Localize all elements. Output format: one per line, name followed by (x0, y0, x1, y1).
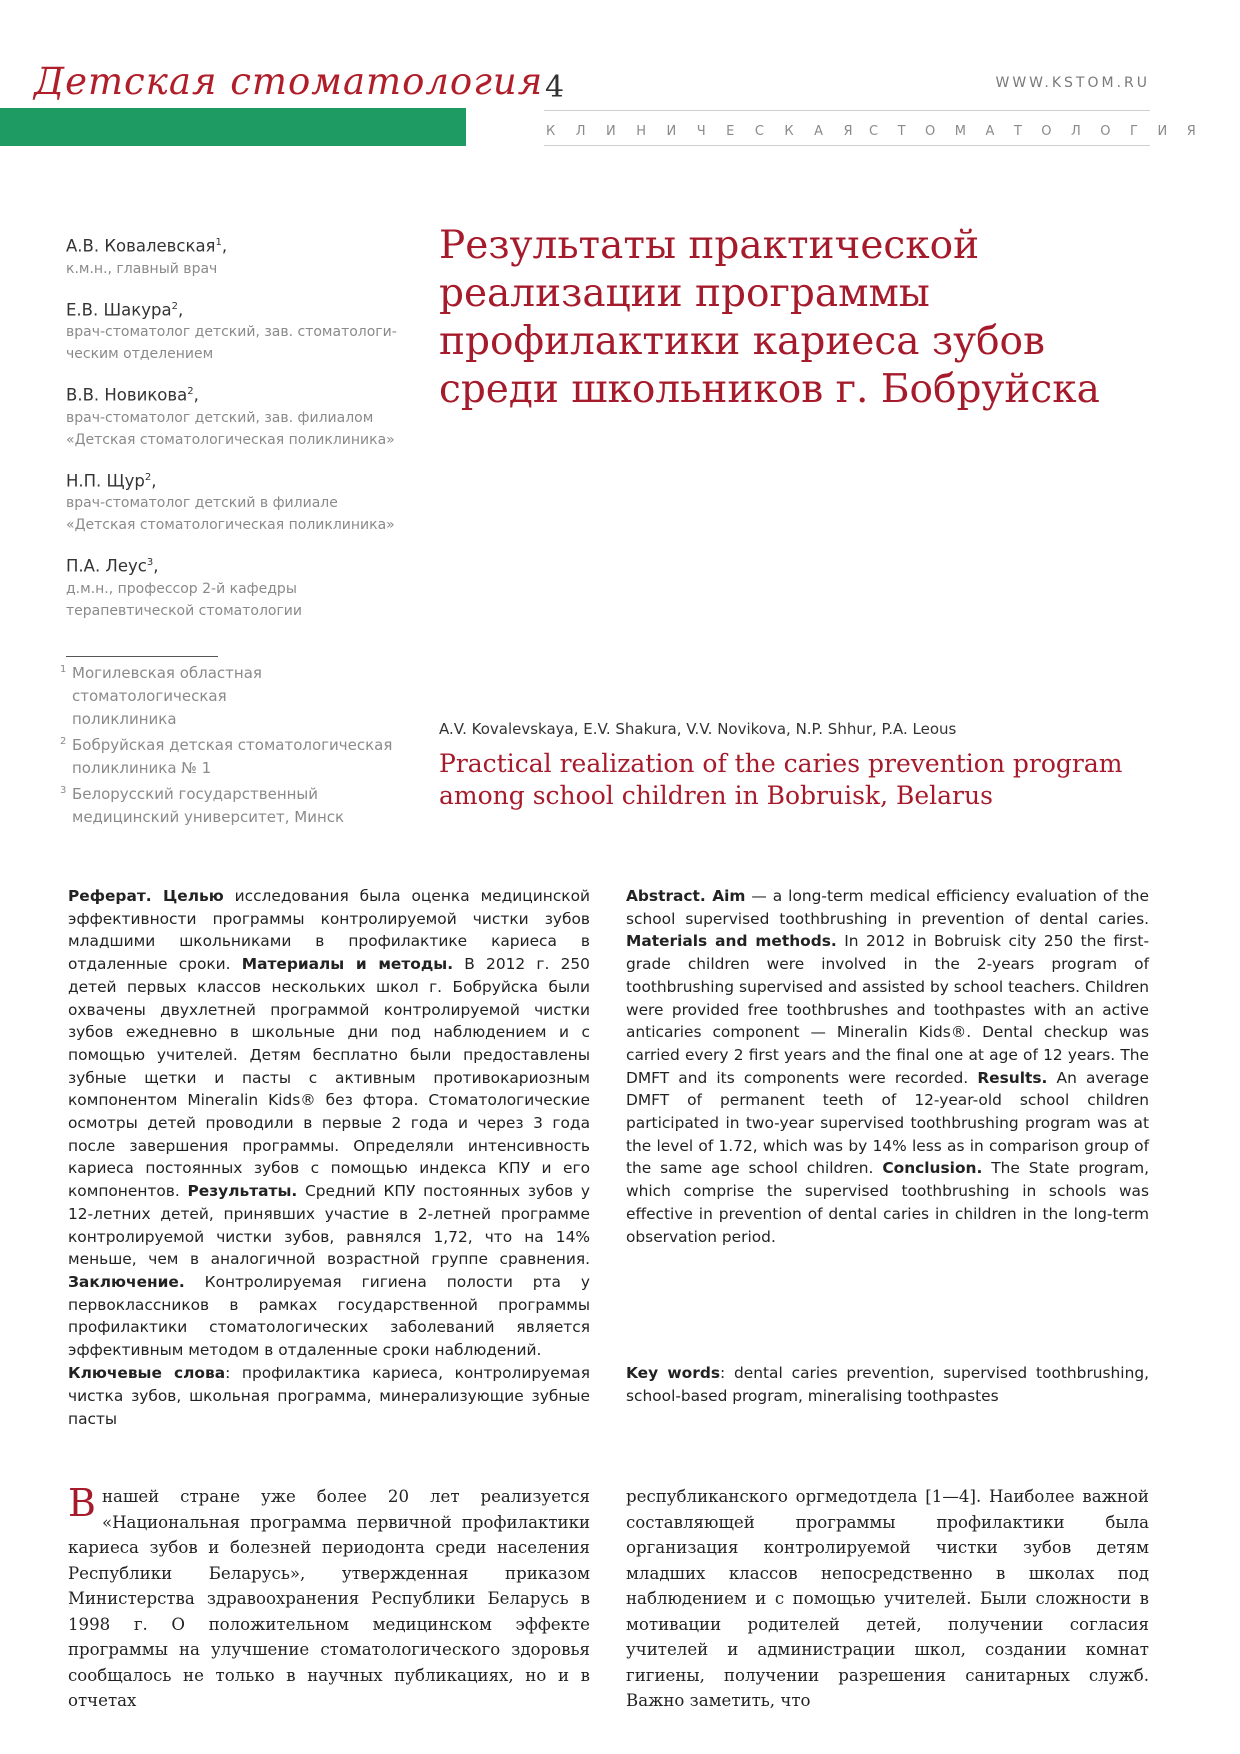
article-title-en (439, 748, 1199, 812)
author-affiliation-mark: 3 (146, 557, 154, 568)
affiliation-entry (60, 662, 420, 731)
abstract-ru-text: Средний КПУ постоянных зубов у 12-летних детей, принявших участие в 2-летней программе контролируемой чистки зубов, равнялся 1,72, что на 14% меньше, чем в аналогичной возрастной группе сравнения. (68, 1182, 590, 1269)
abstract-en-heading: Materials and methods. (626, 932, 837, 951)
author-description: ческим отделением (66, 346, 214, 362)
author-name-suffix: , (177, 300, 184, 319)
section-label-part-2: СТОМАТОЛОГИЯ (869, 124, 1216, 139)
header-rule-bottom (544, 145, 1150, 146)
abstract-ru-heading: Реферат. Целью (68, 887, 224, 905)
affiliation-line: поликлиника (72, 710, 177, 728)
abstract-en-heading: Results. (977, 1068, 1048, 1087)
author-name-text: А.В. Ковалевская (66, 236, 216, 256)
author-description: д.м.н., профессор 2-й кафедры (66, 580, 297, 597)
author-description: «Детская стоматологическая поликлиника» (66, 517, 395, 533)
author-affiliation-mark: 2 (171, 300, 178, 312)
header-color-bar (0, 108, 466, 146)
affiliation-list (60, 662, 420, 832)
authors-en: A.V. Kovalevskaya, E.V. Shakura, V.V. Novikova, N.P. Shhur, P.A. Leous (439, 720, 957, 738)
keywords-ru-label: Ключевые слова (68, 1364, 226, 1382)
author-entry (66, 467, 426, 537)
affiliation-line: Могилевская областная стоматологическая (72, 664, 262, 705)
author-entry (66, 552, 426, 622)
author-name (66, 232, 426, 258)
author-entry (66, 232, 426, 280)
abstract-en (626, 885, 1149, 1248)
keywords-en (626, 1362, 1149, 1408)
author-description: врач-стоматолог детский, зав. стоматологи- (66, 324, 397, 340)
title-en-line: Practical realization of the caries prevention program (439, 749, 1123, 778)
author-description: «Детская стоматологическая поликлиника» (66, 431, 395, 448)
author-description: к.м.н., главный врач (66, 260, 218, 277)
abstract-ru-text: исследования была оценка медицинской эффективности программы контролируемой чистки зубов младшими школьниками в профилактике кариеса в отдаленные сроки. (68, 887, 591, 974)
affiliation-line: Белорусский государственный (72, 785, 319, 803)
body-text-left-content: нашей стране уже более 20 лет реализуется «Национальная программа первичной профилактики кариеса зубов и болезней периодонта среди населения Республики Беларусь», утвержденная приказом Министерства здравоохранения Республики Беларусь в 1998 г. О положительном медицинском эффекте программы на улучшение стоматологического здоровья сообщалось не только в научных публикациях, но и в отчетах (68, 1487, 590, 1710)
author-name-text: Е.В. Шакура (66, 300, 172, 319)
abstract-en-heading: Conclusion. (882, 1159, 983, 1178)
author-description: врач-стоматолог детский в филиале (66, 495, 338, 511)
abstract-ru-text: В 2012 г. 250 детей первых классов нескольких школ г. Бобруйска были охвачены двухлетней программой контролируемой чистки зубов ежедневно в школьные дни под наблюдением и с помощью учителей. Детям бесплатно были предоставлены зубные щетки и пасты с активным противокариозным компонентом Mineralin Kids® без фтора. Стоматологические осмотры детей проводили в первые 2 года и через 3 года после завершения программы. Определяли интенсивность кариеса постоянных зубов с помощью индекса КПУ и его компонентов. (68, 955, 590, 1201)
section-label-part-1: КЛИНИЧЕСКАЯ (546, 124, 874, 139)
affiliation-line: Бобруйская детская стоматологическая (72, 736, 393, 754)
site-url[interactable]: WWW.KSTOM.RU (995, 75, 1150, 91)
author-name (66, 381, 426, 407)
body-text-right: республиканского оргмедотдела [1—4]. Наиболее важной составляющей программы профилактики была организация контролируемой чистки зубов детям младших классов непосредственно в школах под наблюдением и с помощью учителей. Были сложности в мотивации родителей детей, получении согласия учителей и администрации школ, создании комнат гигиены, получении разрешения санитарных служб. Важно заметить, что (626, 1487, 1149, 1710)
title-ru-line: реализации программы (439, 271, 930, 316)
abstract-en-text: An average DMFT of permanent teeth of 12-year-old school children participated in two-year supervised toothbrushing program was at the level of 1.72, which was by 14% less as in comparison group of the same age school children. (626, 1068, 1149, 1178)
affiliation-entry (60, 734, 420, 780)
keywords-ru-text: : профилактика кариеса, контролируемая чистка зубов, школьная программа, минерализующие зубные пасты (68, 1364, 590, 1428)
author-name-text: П.А. Леус (66, 556, 147, 576)
affiliation-line: поликлиника № 1 (72, 759, 212, 777)
author-entry (66, 381, 426, 451)
title-en-line: among school children in Bobruisk, Belarus (439, 781, 993, 810)
abstract-en-text: The State program, which comprise the supervised toothbrushing in schools was effective in prevention of dental caries in children in the long-term observation period. (626, 1159, 1149, 1246)
journal-name: Детская стоматология (34, 60, 544, 103)
abstract-en-heading: Abstract. Aim (626, 887, 746, 905)
body-text-left (68, 1481, 590, 1714)
keywords-en-label: Key words (626, 1364, 720, 1382)
affiliation-mark: 2 (60, 736, 67, 747)
abstract-ru-heading: Результаты. (187, 1182, 298, 1201)
abstract-ru-text: Контролируемая гигиена полости рта у первоклассников в рамках государственной программы профилактики стоматологических заболеваний является эффективным методом в отдаленные сроки наблюдений. (68, 1272, 590, 1360)
article-title-ru (439, 222, 1199, 414)
author-name-suffix: , (221, 236, 228, 256)
title-ru-line: Результаты практической (439, 223, 980, 268)
author-name-suffix: , (153, 556, 159, 576)
author-description: врач-стоматолог детский, зав. филиалом (66, 409, 374, 426)
affiliation-entry (60, 783, 420, 829)
author-name-suffix: , (151, 471, 157, 490)
author-affiliation-mark: 2 (144, 471, 152, 483)
page-number: 4 (545, 70, 565, 105)
author-name (66, 552, 426, 578)
author-name (66, 296, 426, 322)
affiliation-divider (66, 656, 218, 657)
abstract-ru-heading: Материалы и методы. (241, 955, 454, 974)
abstract-en-text: In 2012 in Bobruisk city 250 the first-grade children were involved in the 2-years program of toothbrushing supervised and assisted by school teachers. Children were provided free toothbrushes and toothpastes with an active anticaries component — Mineralin Kids®. Dental checkup was carried every 2 first years and the final one at age of 12 years. The DMFT and its components were recorded. (626, 932, 1149, 1087)
author-description: терапевтической стоматологии (66, 602, 303, 619)
affiliation-line: медицинский университет, Минск (72, 808, 345, 826)
author-list (66, 232, 426, 638)
author-name-text: В.В. Новикова (66, 385, 188, 405)
abstract-en-text: — a long-term medical efficiency evaluation of the school supervised toothbrushing in prevention of dental caries. (626, 887, 1149, 928)
keywords-en-text: : dental caries prevention, supervised toothbrushing, school-based program, mineralising toothpastes (626, 1364, 1150, 1405)
keywords-ru (68, 1362, 590, 1431)
abstract-ru (68, 885, 590, 1362)
title-ru-line: профилактики кариеса зубов (439, 319, 1045, 364)
drop-cap: В (68, 1481, 96, 1525)
author-affiliation-mark: 2 (187, 386, 194, 397)
abstract-ru-heading: Заключение. (68, 1272, 185, 1291)
author-name-suffix: , (193, 385, 199, 405)
affiliation-mark: 3 (60, 785, 67, 796)
affiliation-mark: 1 (60, 664, 67, 675)
author-entry (66, 296, 426, 366)
header-rule-top (544, 110, 1150, 111)
author-name-text: Н.П. Щур (66, 471, 145, 490)
author-affiliation-mark: 1 (215, 237, 222, 248)
author-name (66, 467, 426, 493)
title-ru-line: среди школьников г. Бобруйска (439, 367, 1100, 412)
